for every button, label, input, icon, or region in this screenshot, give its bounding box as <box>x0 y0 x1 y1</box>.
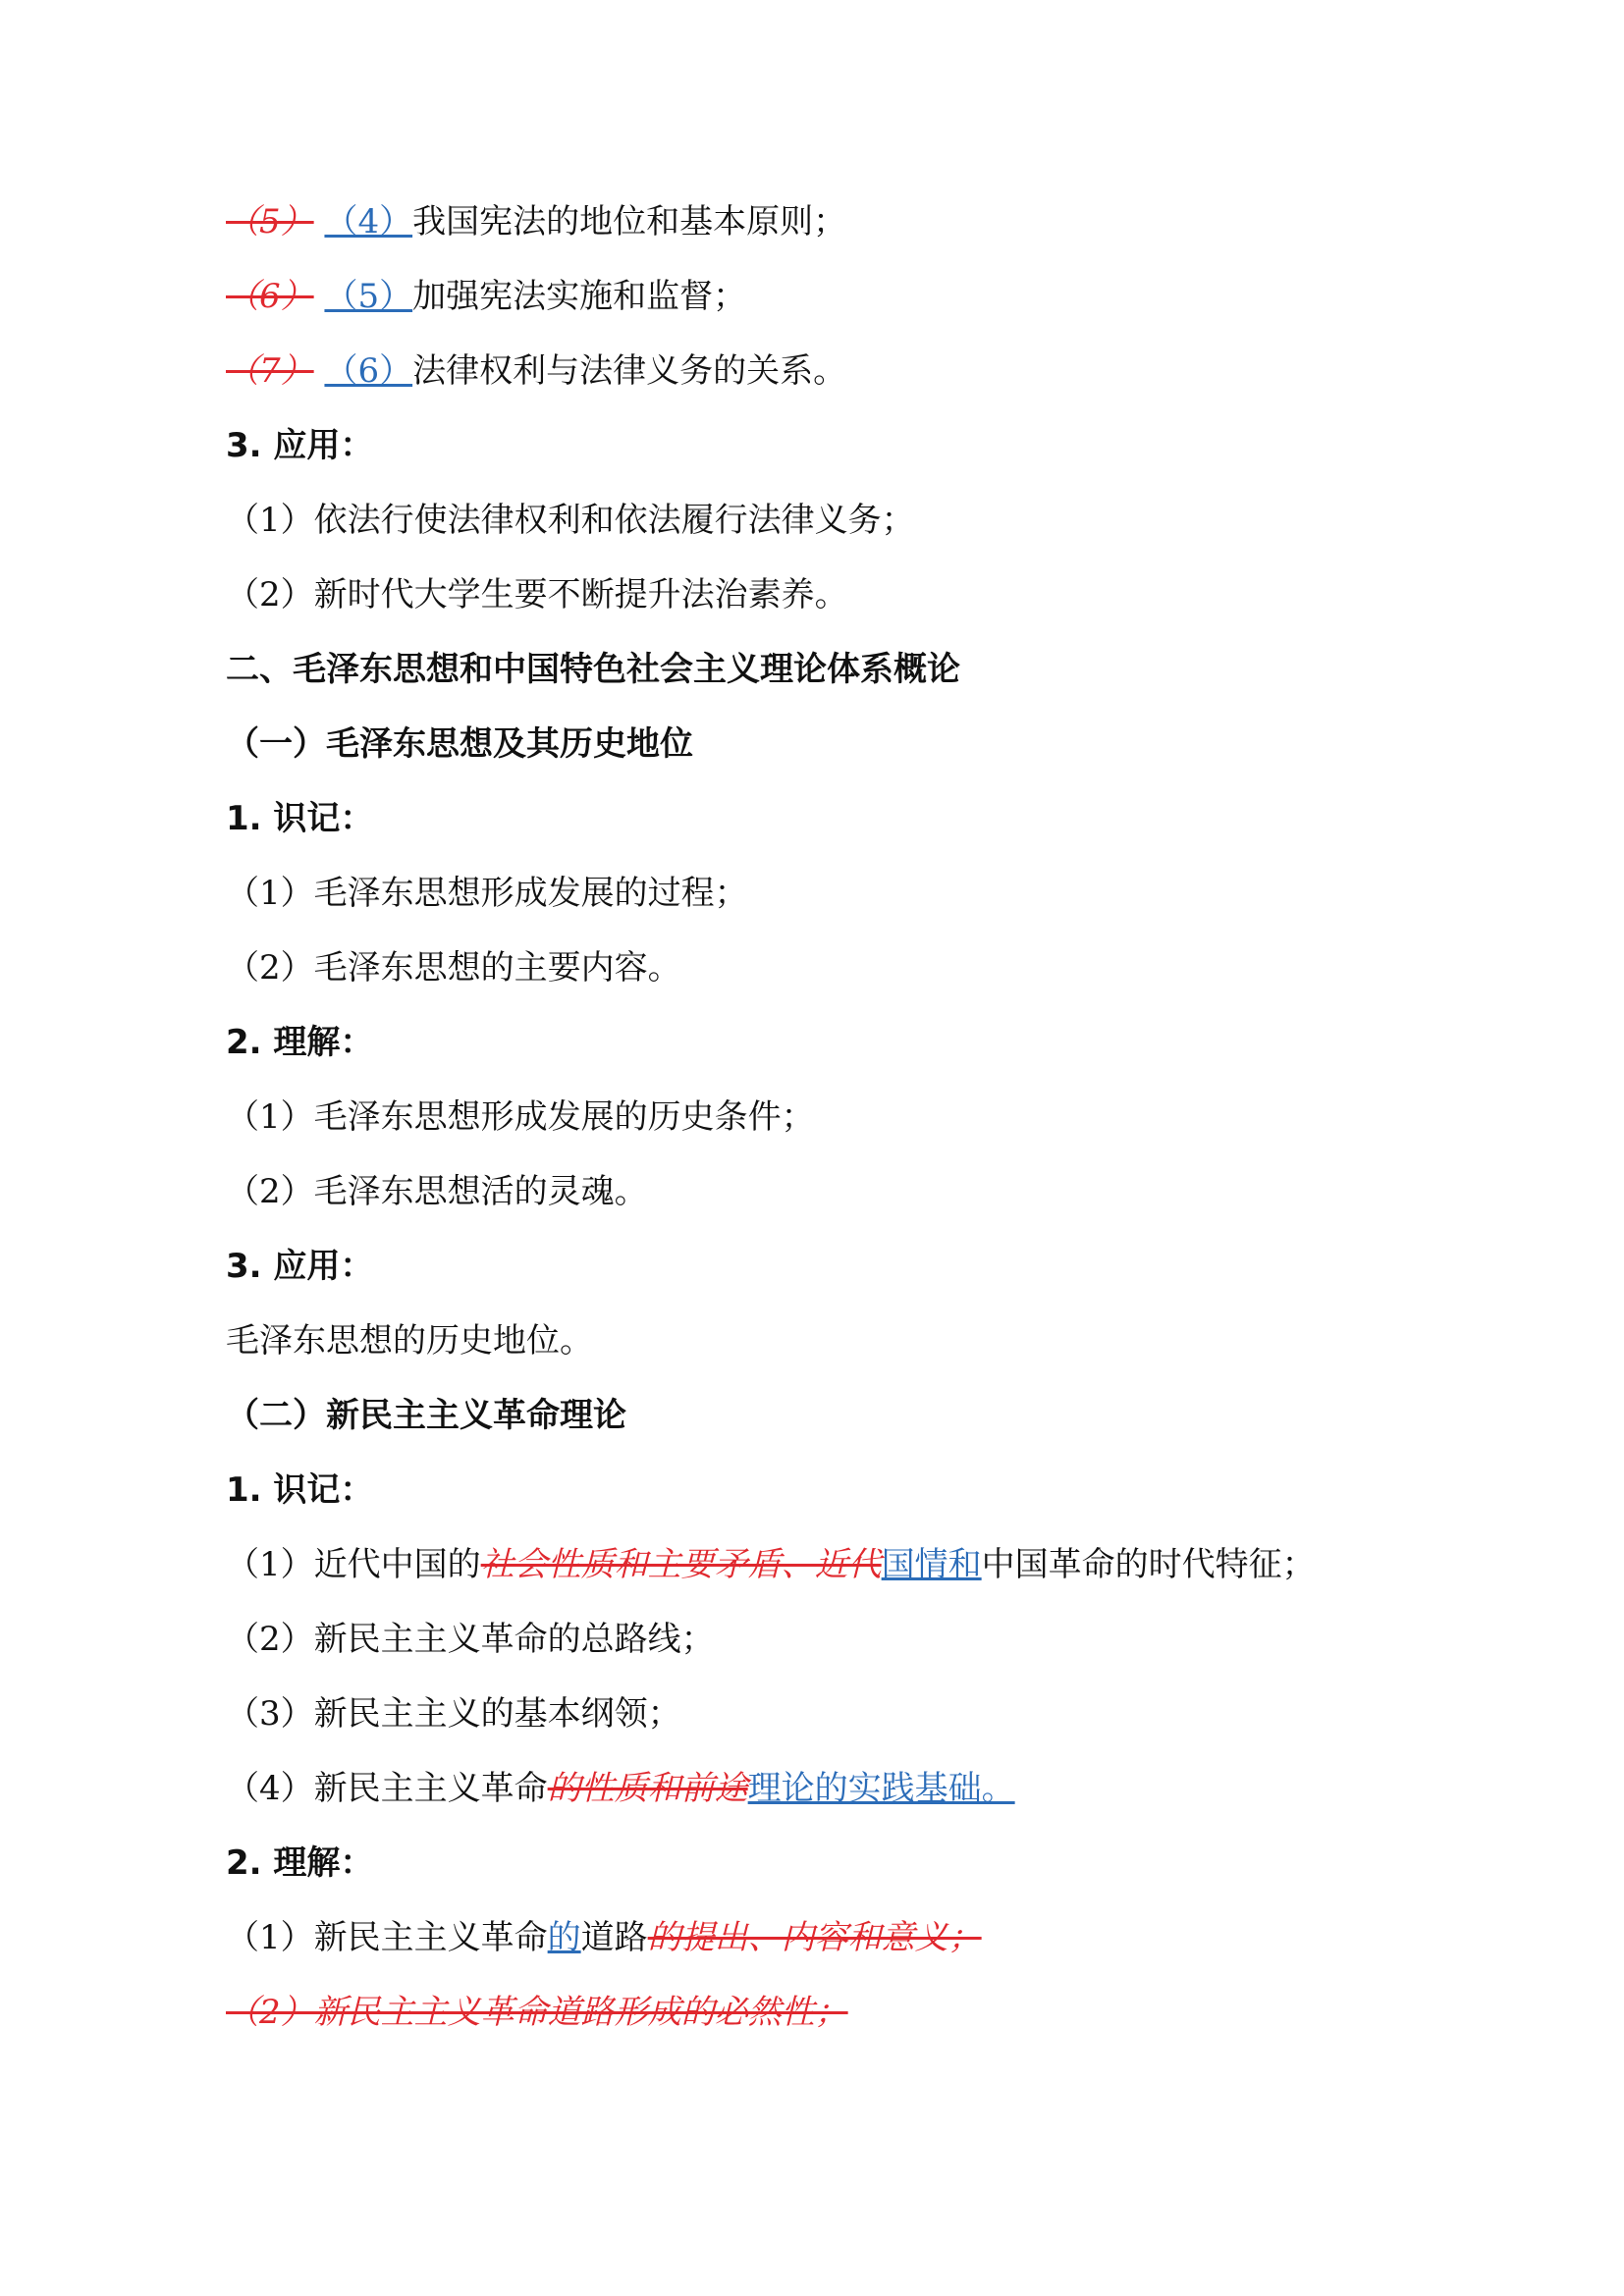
list-item: （3）新民主主义的基本纲领； <box>226 1694 681 1734</box>
inserted-text: 国情和 <box>881 1545 982 1584</box>
list-item: （1）毛泽东思想形成发展的过程； <box>226 874 748 913</box>
item-text: （4）新民主主义革命 <box>226 1769 548 1808</box>
inserted-text: （4） <box>324 202 413 241</box>
section-heading: 3. 应用： <box>226 1247 374 1286</box>
item-text: 中国革命的时代特征； <box>981 1545 1316 1584</box>
item-text: 道路 <box>580 1918 648 1957</box>
subchapter-heading: （二）新民主主义革命理论 <box>226 1396 626 1435</box>
item-text: 我国宪法的地位和基本原则； <box>412 202 847 241</box>
list-item: （2）新时代大学生要不断提升法治素养。 <box>226 575 848 614</box>
list-item: （2）毛泽东思想活的灵魂。 <box>226 1172 648 1211</box>
chapter-heading: 二、毛泽东思想和中国特色社会主义理论体系概论 <box>226 650 960 689</box>
inserted-text: 的 <box>547 1918 581 1957</box>
deleted-text: （7） <box>226 351 314 391</box>
deleted-text: （2）新民主主义革命道路形成的必然性； <box>226 1993 848 2032</box>
list-item <box>226 201 846 242</box>
list-item <box>226 1544 1316 1585</box>
section-heading: 2. 理解： <box>226 1843 374 1883</box>
section-heading: 1. 识记： <box>226 799 374 838</box>
deleted-text: （6） <box>226 277 314 316</box>
list-item <box>226 1768 1015 1809</box>
subchapter-heading: （一）毛泽东思想及其历史地位 <box>226 724 693 764</box>
inserted-text: 理论的实践基础。 <box>747 1769 1015 1808</box>
list-item: （2）毛泽东思想的主要内容。 <box>226 948 681 988</box>
list-item: （2）新民主主义革命的总路线； <box>226 1620 715 1659</box>
section-heading: 3. 应用： <box>226 426 374 465</box>
section-heading: 1. 识记： <box>226 1470 374 1510</box>
inserted-text: （5） <box>324 277 413 316</box>
deleted-text: 社会性质和主要矛盾、近代 <box>480 1545 882 1584</box>
list-item <box>226 1992 848 2033</box>
deleted-text: 的性质和前途 <box>547 1769 748 1808</box>
section-heading: 2. 理解： <box>226 1023 374 1062</box>
inserted-text: （6） <box>324 351 413 391</box>
list-item <box>226 276 746 317</box>
paragraph: 毛泽东思想的历史地位。 <box>226 1321 593 1361</box>
item-text: 法律权利与法律义务的关系。 <box>412 351 847 391</box>
item-text: （1）近代中国的 <box>226 1545 481 1584</box>
list-item <box>226 1917 982 1958</box>
list-item <box>226 350 846 392</box>
deleted-text: （5） <box>226 202 314 241</box>
item-text: 加强宪法实施和监督； <box>412 277 747 316</box>
list-item: （1）毛泽东思想形成发展的历史条件； <box>226 1097 815 1137</box>
deleted-text: 的提出、内容和意义； <box>647 1918 982 1957</box>
list-item: （1）依法行使法律权利和依法履行法律义务； <box>226 501 915 540</box>
item-text: （1）新民主主义革命 <box>226 1918 548 1957</box>
